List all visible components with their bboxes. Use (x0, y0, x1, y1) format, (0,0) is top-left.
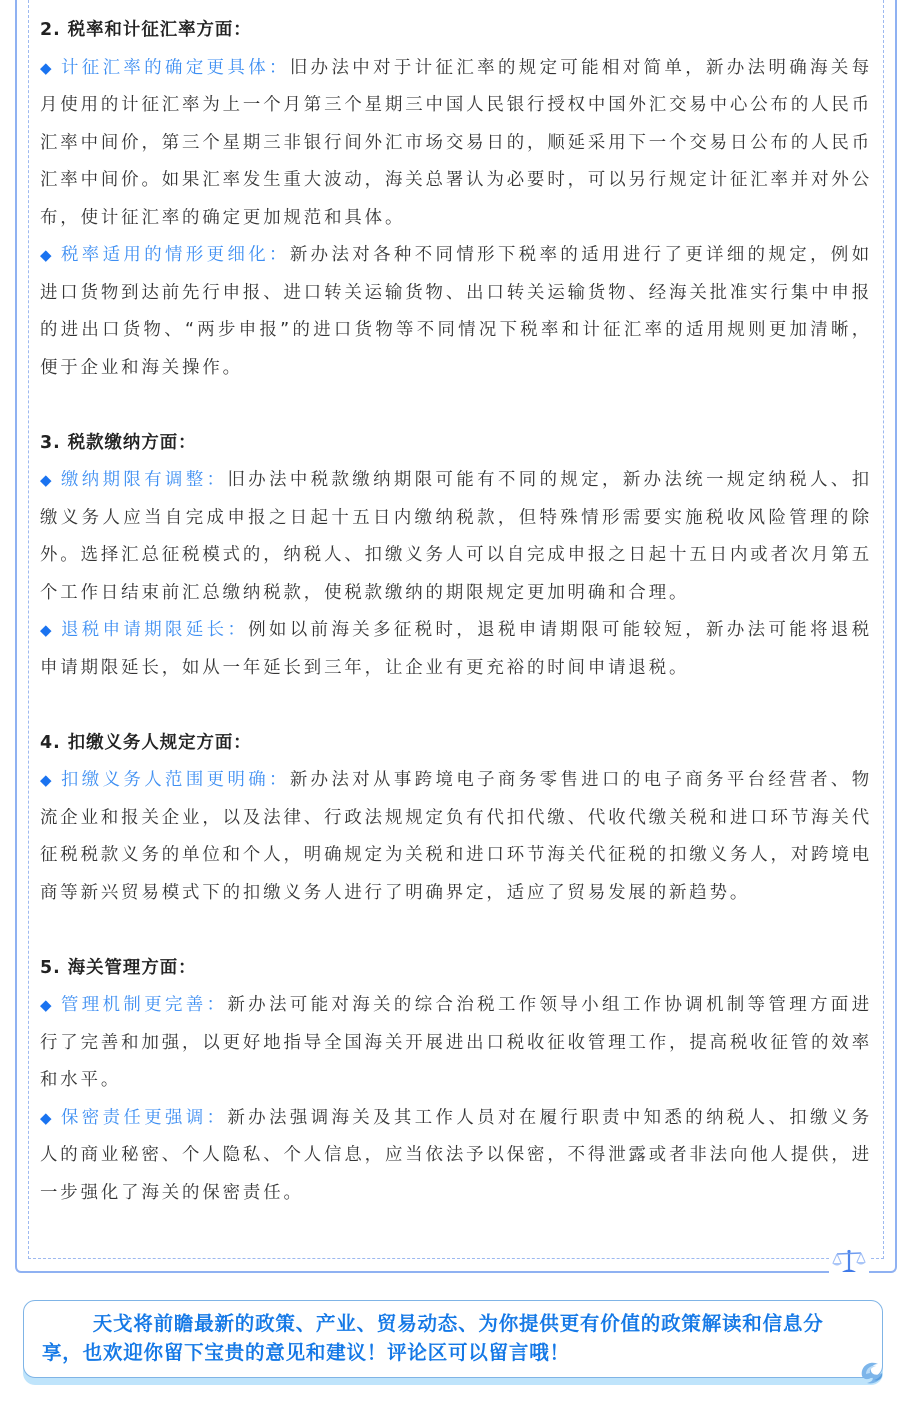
list-item (40, 50, 872, 238)
list-item (40, 462, 872, 612)
section-title: 2. 税率和计征汇率方面： (40, 20, 252, 40)
list-item (40, 237, 872, 387)
item-label: 保密责任更强调： (60, 1107, 228, 1128)
diamond-icon: ◆ (40, 471, 55, 489)
diamond-icon: ◆ (40, 621, 55, 639)
diamond-icon: ◆ (40, 1108, 55, 1127)
article-content (40, 12, 872, 1250)
diamond-icon: ◆ (40, 246, 55, 264)
footer-message: 天戈将前瞻最新的政策、产业、贸易动态、为你提供更有价值的政策解读和信息分享，也欢迎你留下宝贵的意见和建议！评论区可以留言哦！ (42, 1312, 824, 1364)
section-customs-management (40, 950, 872, 1213)
section-title: 5. 海关管理方面： (40, 957, 197, 978)
item-body: 例如以前海关多征税时，退税申请期限可能较短，新办法可能将退税申请期限延长，如从一年延长到三年，让企业有更充裕的时间申请退税。 (40, 620, 872, 678)
section-title: 3. 税款缴纳方面： (40, 432, 197, 453)
list-item (40, 1100, 872, 1213)
diamond-icon: ◆ (40, 996, 55, 1014)
item-label: 缴纳期限有调整： (60, 470, 228, 490)
list-item (40, 612, 872, 687)
section-withholding-agent (40, 725, 872, 913)
section-tax-rate-exchange (40, 12, 872, 387)
item-body: 新办法强调海关及其工作人员对在履行职责中知悉的纳税人、扣缴义务人的商业秘密、个人隐私、个人信息，应当依法予以保密，不得泄露或者非法向他人提供，进一步强化了海关的保密责任。 (40, 1107, 873, 1203)
list-item (40, 987, 872, 1100)
item-body: 新办法可能对海关的综合治税工作领导小组工作协调机制等管理方面进行了完善和加强，以更好地指导全国海关开展进出口税收征收管理工作，提高税收征管的效率和水平。 (40, 995, 873, 1090)
item-label: 退税申请期限延长： (60, 620, 249, 640)
item-body: 新办法对各种不同情形下税率的适用进行了更详细的规定，例如进口货物到达前先行申报、进口转关运输货物、出口转关运输货物、经海关批准实行集中申报的进出口货物、“两步申报”的进口货物等不同情况下税率和计征汇率的适用规则更加清晰，便于企业和海关操作。 (40, 245, 873, 378)
balance-scale-icon (829, 1248, 869, 1274)
footer-callout (23, 1300, 883, 1378)
diamond-icon: ◆ (40, 58, 55, 77)
item-label: 扣缴义务人范围更明确： (60, 770, 290, 790)
item-body: 新办法对从事跨境电子商务零售进口的电子商务平台经营者、物流企业和报关企业，以及法律、行政法规规定负有代扣代缴、代收代缴关税和进口环节海关代征税税款义务的单位和个人，明确规定为关税和进口环节海关代征税的扣缴义务人，对跨境电商等新兴贸易模式下的扣缴义务人进行了明确界定，适应了贸易发展的新趋势。 (40, 770, 873, 903)
list-item (40, 762, 872, 912)
item-label: 管理机制更完善： (60, 995, 228, 1015)
item-body: 旧办法中税款缴纳期限可能有不同的规定，新办法统一规定纳税人、扣缴义务人应当自完成申报之日起十五日内缴纳税款，但特殊情形需要实施税收风险管理的除外。选择汇总征税模式的，纳税人、扣缴义务人可以自完成申报之日起十五日内或者次月第五个工作日结束前汇总缴纳税款，使税款缴纳的期限规定更加明确和合理。 (40, 470, 873, 603)
item-label: 税率适用的情形更细化： (60, 245, 290, 265)
diamond-icon: ◆ (40, 771, 55, 789)
section-title: 4. 扣缴义务人规定方面： (40, 732, 252, 753)
wave-icon (856, 1356, 888, 1388)
item-label: 计征汇率的确定更具体： (60, 57, 290, 78)
section-tax-payment (40, 425, 872, 688)
item-body: 旧办法中对于计征汇率的规定可能相对简单，新办法明确海关每月使用的计征汇率为上一个月第三个星期三中国人民银行授权中国外汇交易中心公布的人民币汇率中间价，第三个星期三非银行间外汇市场交易日的，顺延采用下一个交易日公布的人民币汇率中间价。如果汇率发生重大波动，海关总署认为必要时，可以另行规定计征汇率并对外公布，使计征汇率的确定更加规范和具体。 (40, 57, 873, 228)
